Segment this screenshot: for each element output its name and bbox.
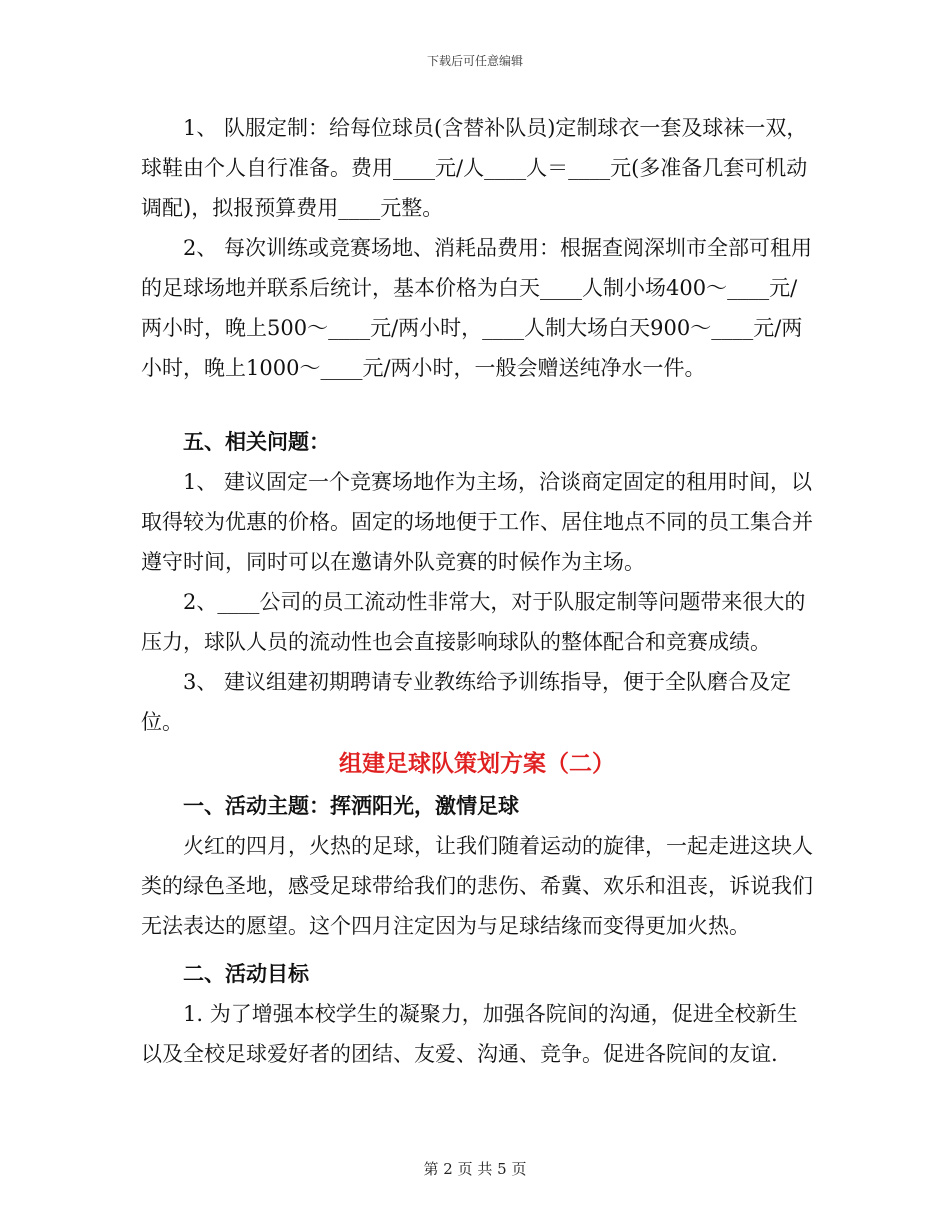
issue-paragraph-2: 2、____公司的员工流动性非常大，对于队服定制等问题带来很大的压力，球队人员的流动性也会直接影响球队的整体配合和竞赛成绩。 xyxy=(141,590,806,654)
issue-paragraph-1: 1、 建议固定一个竞赛场地作为主场，洽谈商定固定的租用时间，以取得较为优惠的价格。固定的场地便于工作、居住地点不同的员工集合并遵守时间，同时可以在邀请外队竞赛的时候作为主场。 xyxy=(141,470,813,574)
activity-theme-paragraph: 火红的四月，火热的足球，让我们随着运动的旋律，一起走进这块人类的绿色圣地，感受足球带给我们的悲伤、希冀、欢乐和沮丧，诉说我们无法表达的愿望。这个四月注定因为与足球结缘而变得更加火热。 xyxy=(141,834,813,938)
document-body xyxy=(141,108,813,1074)
activity-goal-paragraph: 1. 为了增强本校学生的凝聚力，加强各院间的沟通，促进全校新生以及全校足球爱好者的团结、友爱、沟通、竞争。促进各院间的友谊. xyxy=(141,1002,798,1066)
activity-goal-heading: 二、活动目标 xyxy=(183,962,309,986)
activity-theme-heading: 一、活动主题：挥洒阳光，激情足球 xyxy=(183,794,519,818)
issue-paragraph-3: 3、 建议组建初期聘请专业教练给予训练指导，便于全队磨合及定位。 xyxy=(141,670,792,734)
plan-two-title: 组建足球队策划方案（二） xyxy=(339,751,615,777)
budget-venue-paragraph: 2、 每次训练或竞赛场地、消耗品费用：根据查阅深圳市全部可租用的足球场地并联系后统计，基本价格为白天____人制小场400～____元/两小时，晚上500～____元/两小时，____人制大场白天900～____元/两小时，晚上1000～____元/两小时，一般会赠送纯净水一件。 xyxy=(141,236,813,380)
related-issues-heading: 五、相关问题： xyxy=(183,430,330,454)
page-header-note: 下载后可任意编辑 xyxy=(426,54,523,68)
budget-uniform-paragraph: 1、 队服定制：给每位球员(含替补队员)定制球衣一套及球袜一双，球鞋由个人自行准备。费用____元/人____人＝____元(多准备几套可机动调配)，拟报预算费用____元整。 xyxy=(141,116,808,220)
page-number-footer: 第 2 页 共 5 页 xyxy=(423,1160,527,1178)
